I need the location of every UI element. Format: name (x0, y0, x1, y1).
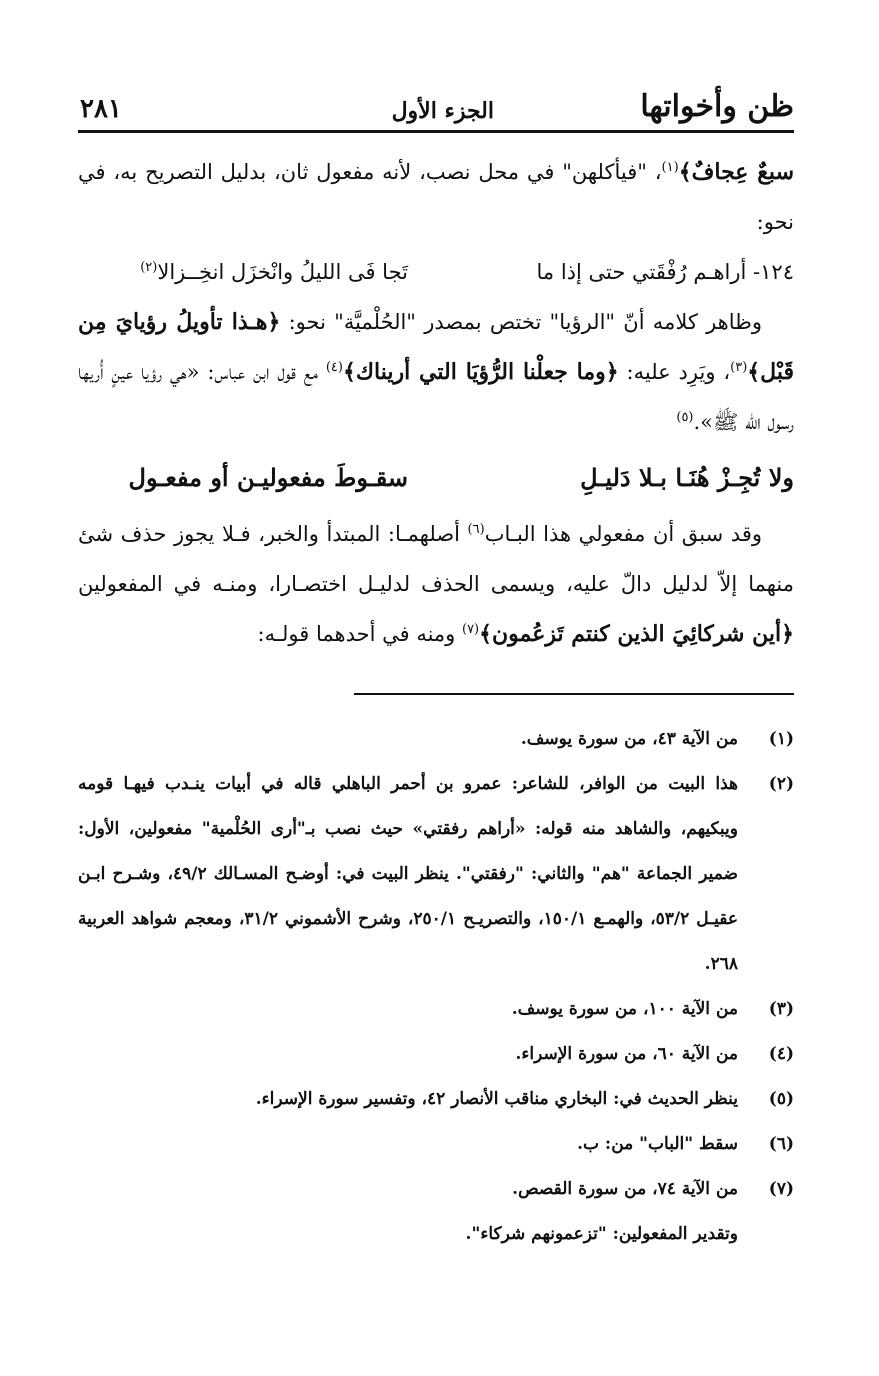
footnote-ref: (١) (661, 160, 679, 175)
footnote-item (78, 1167, 794, 1212)
paragraph-1 (78, 147, 794, 247)
footnote-text: من الآية ٤٣، من سورة يوسف. (520, 729, 738, 749)
verse-number: ١٢٤- (753, 260, 794, 284)
footnote-ref: (٥) (676, 410, 694, 425)
paragraph-text: مع قول ابن عباس: «هي رؤيا عينٍ أُريها رسول الله ﷺ». (78, 360, 794, 434)
quran-quote: ﴿هـذا تأويلُ رؤيايَ مِن قَبْل﴾ (78, 309, 794, 385)
footnotes (78, 717, 794, 1257)
paragraph-3 (78, 509, 794, 659)
footnote-ref: (٦) (467, 522, 485, 537)
footnote-item (78, 762, 794, 987)
footnote-number: (١) (768, 729, 794, 749)
main-text (78, 147, 794, 659)
footnote-number: (٧) (768, 1179, 794, 1199)
footnote-text: من الآية ٦٠، من سورة الإسراء. (515, 1044, 738, 1064)
footnote-text: ينظر الحديث في: البخاري مناقب الأنصار ٤٢، وتفسير سورة الإسراء. (255, 1089, 738, 1109)
footnote-divider (354, 693, 794, 695)
part-title: الجزء الأول (391, 98, 494, 124)
chapter-title: ظن وأخواتها (640, 89, 794, 124)
footnote-text: من الآية ٧٤، من سورة القصص. (512, 1179, 738, 1199)
poetry-verse-124 (78, 247, 794, 297)
verse-second-hemistich: سقـوطَ مفعوليـن أو مفعـول (128, 463, 408, 492)
verse-half-text: تَجا فَى الليلُ وانْخزَل انخِــزالا (157, 260, 408, 284)
footnote-number: (٤) (768, 1044, 794, 1064)
footnote-item (78, 1122, 794, 1167)
verse-second-hemistich (78, 247, 408, 297)
quran-quote: ﴿وما جعلْنا الرُّؤيَا التي أريناك﴾ (342, 359, 619, 385)
page-number: ٢٨١ (80, 94, 122, 124)
footnote-number: (٥) (768, 1089, 794, 1109)
footnote-item (78, 987, 794, 1032)
alfiyya-verse (78, 447, 794, 509)
verse-first-hemistich (464, 247, 794, 297)
footnote-text: من الآية ١٠٠، من سورة يوسف. (511, 999, 738, 1019)
paragraph-text: أصلهمـا: المبتدأ والخبر، فـلا يجوز حذف شئ منهما إلاّ لدليل دالّ عليه، ويسمى الحذف لدليـل اختصـارا، ومنـه في المفعولين (78, 522, 794, 596)
footnote-ref: (٣) (730, 360, 748, 375)
paragraph-2 (78, 297, 794, 447)
footnote-ref: (٢) (140, 260, 158, 275)
quran-quote: سبعٌ عِجافٌ﴾ (678, 159, 794, 185)
footnote-number: (٢) (768, 774, 794, 794)
footnote-item (78, 1032, 794, 1077)
quran-quote: ﴿أين شركائِيَ الذين كنتم تَزعُمون﴾ (479, 621, 794, 647)
paragraph-text: وظاهر كلامه أنّ "الرؤيا" تختص بمصدر "الحُلْميَّة" نحو: (280, 310, 763, 334)
footnote-item (78, 1077, 794, 1122)
footnote-text: سقط "الباب" من: ب. (577, 1134, 738, 1154)
footnote-ref: (٤) (325, 360, 343, 375)
page-header (78, 70, 794, 133)
footnote-item (78, 717, 794, 762)
verse-half-text: أراهـم رُفْقَتي حتى إذا ما (536, 260, 747, 284)
verse-first-hemistich: ولا تُجِـزْ هُنَـا بـلا دَليـلِ (580, 463, 794, 492)
footnote-text: هذا البيت من الوافر، للشاعر: عمرو بن أحمر الباهلي قاله في أبيات ينـدب فيهـا قومه ويبكيهم، والشاهد منه قوله: «أراهم رفقتي» حيث نصب بـ"أرى الحُلْمية" مفعولين، الأول: ضمير الجماعة "هم" والثاني: "رفقتي". ينظر البيت في: أوضـح المسـالك ٤٩/٢، وشـرح ابـن عقيـل ٥٣/٢، والهمـع ١٥٠/١، والتصريـح ٢٥٠/١، وشرح الأشموني ٣١/٢، ومعجم شواهد العربية ٢٦٨. (78, 774, 738, 974)
footnote-number: (٦) (768, 1134, 794, 1154)
footnote-ref: (٧) (461, 622, 480, 637)
paragraph-text: ومنه في أحدهما قولـه: (257, 622, 462, 646)
paragraph-text: ، "فيأكلهن" في محل نصب، لأنه مفعول ثان، بدليل التصريح به، في نحو: (78, 160, 794, 234)
footnote-number: (٣) (768, 999, 794, 1019)
footnote-continuation: وتقدير المفعولين: "تزعمونهم شركاء". (465, 1224, 738, 1244)
paragraph-text: وقد سبق أن مفعولي هذا البـاب (484, 522, 762, 546)
book-page (78, 70, 794, 1257)
paragraph-text: ، ويَرِد عليه: (618, 360, 731, 384)
